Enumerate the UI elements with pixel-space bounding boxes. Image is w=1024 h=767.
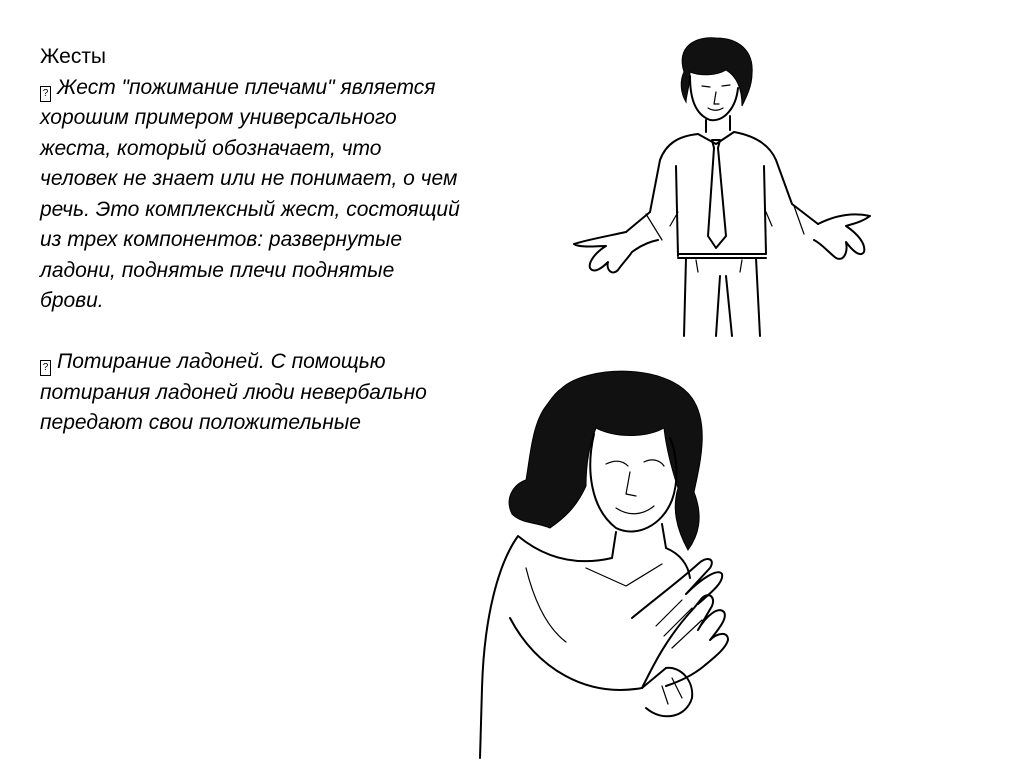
man-left-hand xyxy=(574,232,658,272)
man-features xyxy=(702,85,730,110)
man-legs xyxy=(678,258,766,336)
woman-features xyxy=(606,460,664,514)
man-belt-loops xyxy=(696,260,742,272)
woman-rubbing-palms-illustration xyxy=(466,368,756,763)
woman-arm xyxy=(510,618,666,690)
shrugging-man-drawing xyxy=(566,36,881,341)
woman-shoulder-left xyxy=(480,524,666,758)
woman-left-hand xyxy=(632,559,722,618)
paragraph-shrug-text: Жест "пожимание плечами" является хорошим примером универсального жеста, который обозначает, что человек не знает или не понимает, о чем речь. Это комплексный жест, состоящий из трех компонентов: развернутые ладони, поднятые плечи поднятые брови. xyxy=(40,75,460,312)
man-tie xyxy=(708,140,726,248)
shrugging-man-illustration xyxy=(566,36,881,341)
bullet-icon: ? xyxy=(40,360,51,376)
paragraph-palm-rub xyxy=(40,347,460,439)
woman-drawing xyxy=(466,368,756,763)
paragraph-gap xyxy=(40,317,460,348)
woman-hair xyxy=(509,371,702,550)
paragraph-shrug xyxy=(40,73,460,317)
woman-face xyxy=(590,434,676,532)
paragraph-palm-rub-text: Потирание ладоней. С помощью потирания ладоней люди невербально передают свои положительные xyxy=(40,350,427,434)
woman-neckline xyxy=(526,564,662,642)
bullet-icon: ? xyxy=(40,86,51,102)
woman-cuff xyxy=(646,668,692,716)
man-right-hand xyxy=(814,214,870,258)
slide-title: Жесты xyxy=(40,45,107,68)
man-face xyxy=(690,76,738,120)
slide-text xyxy=(40,42,460,439)
